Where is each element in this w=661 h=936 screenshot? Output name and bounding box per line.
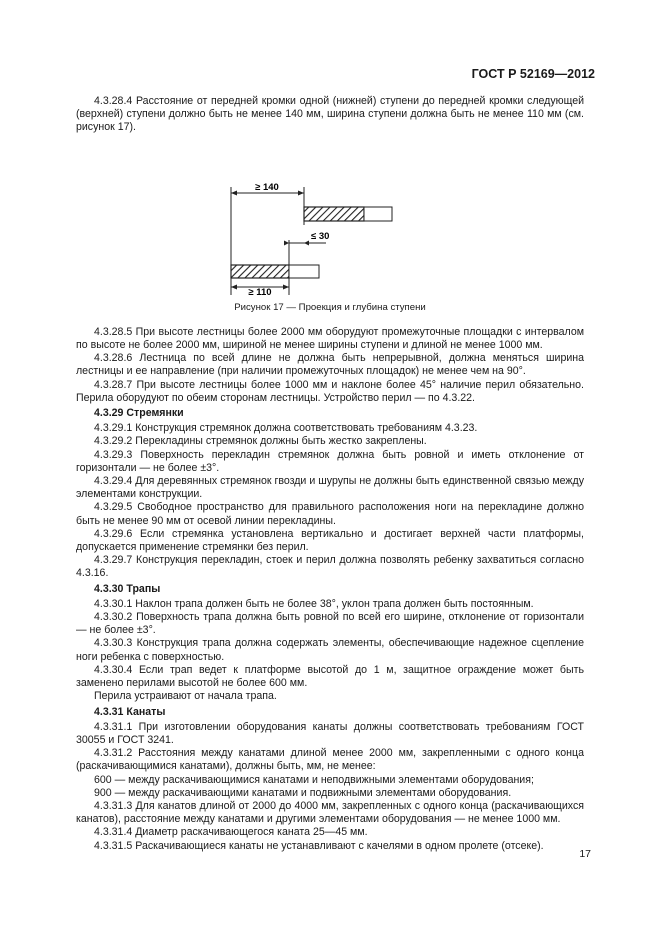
section-title-4-3-30: 4.3.30 Трапы — [94, 582, 161, 595]
page-content — [76, 95, 584, 853]
upper-step-hatched — [304, 207, 364, 221]
paragraphs-4-3-29 — [76, 422, 584, 580]
paragraph: 900 — между раскачивающими канатами и подвижными элементами оборудования. — [94, 786, 512, 799]
paragraph: 4.3.29.7 Конструкция перекладин, стоек и перил должна позволять ребенку захватиться согласно 4.3.16. — [76, 554, 584, 580]
paragraphs-4-3-28 — [76, 326, 584, 405]
figure-caption: Рисунок 17 — Проекция и глубина ступени — [234, 301, 426, 313]
paragraph: 4.3.29.3 Поверхность перекладин стремянок должна быть ровной и иметь отклонение от горизонтали — не более ±3°. — [76, 448, 584, 474]
paragraph: 4.3.31.2 Расстояния между канатами длиной менее 2000 мм, закрепленными с одного конца (раскачивающимися канатами), должны быть, мм, не менее: — [76, 747, 584, 773]
section-title-4-3-31: 4.3.31 Канаты — [94, 705, 166, 718]
section-title-4-3-29: 4.3.29 Стремянки — [94, 407, 184, 420]
lower-step-hatched — [231, 265, 289, 278]
paragraph: 4.3.28.4 Расстояние от передней кромки одной (нижней) ступени до передней кромки следующей (верхней) ступени должно быть не менее 140 мм, ширина ступени должна быть не менее 110 мм (см. рисунок 17). — [76, 95, 584, 134]
dimension-label-bottom: ≥ 110 — [248, 286, 272, 295]
paragraph: 4.3.31.5 Раскачивающиеся канаты не устанавливают с качелями в одном пролете (отсеке). — [94, 839, 544, 852]
lower-step-extension — [289, 265, 319, 278]
paragraph: Перила устраивают от начала трапа. — [94, 690, 277, 703]
paragraph: 4.3.28.5 При высоте лестницы более 2000 мм оборудуют промежуточные площадки с интервалом по высоте не более 2000 мм, шириной не менее ширины ступени и длиной не менее 1000 мм. — [76, 325, 584, 352]
paragraph: 4.3.31.1 При изготовлении оборудования канаты должны соответствовать требованиям ГОСТ 30055 и ГОСТ 3241. — [76, 720, 584, 746]
paragraph: 4.3.30.3 Конструкция трапа должна содержать элементы, обеспечивающие надежное сцепление ноги ребенка с поверхностью. — [76, 637, 584, 663]
paragraph: 4.3.28.7 При высоте лестницы более 1000 мм и наклоне более 45° наличие перил обязательно. Перила оборудуют по обеим сторонам лестницы. Устройство перил — по 4.3.22. — [76, 378, 584, 404]
paragraph: 4.3.30.4 Если трап ведет к платформе высотой до 1 м, защитное ограждение может быть заменено перилами высотой не более 600 мм. — [76, 663, 584, 690]
page-number: 17 — [579, 848, 591, 860]
paragraphs-4-3-30 — [76, 598, 584, 704]
paragraph: 4.3.29.1 Конструкция стремянок должна соответствовать требованиям 4.3.23. — [94, 422, 478, 435]
dimension-label-top: ≥ 140 — [255, 181, 279, 193]
paragraph: 4.3.29.5 Свободное пространство для правильного расположения ноги на перекладине должно быть не менее 90 мм от осевой линии перекладины. — [76, 501, 584, 527]
paragraph: 4.3.31.4 Диаметр раскачивающегося каната 25—45 мм. — [94, 826, 368, 839]
document-code: ГОСТ Р 52169—2012 — [471, 67, 595, 81]
figure-17 — [76, 135, 584, 295]
paragraph: 4.3.28.6 Лестница по всей длине не должна быть непрерывной, должна меняться ширина лестницы и ее направление (при наличии промежуточных площадок) не менее чем на 90°. — [76, 352, 584, 378]
paragraph: 600 — между раскачивающимися канатами и неподвижными элементами оборудования; — [94, 773, 534, 786]
paragraph: 4.3.31.3 Для канатов длиной от 2000 до 4000 мм, закрепленных с одного конца (раскачивающихся канатов), расстояние между канатами и другими элементами оборудования — не менее 1000 мм. — [76, 799, 584, 826]
paragraph: 4.3.30.2 Поверхность трапа должна быть ровной по всей его ширине, отклонение от горизонтали — не более ±3°. — [76, 611, 584, 637]
paragraphs-4-3-31 — [76, 721, 584, 853]
paragraph: 4.3.29.6 Если стремянка установлена вертикально и достигает верхней части платформы, допускается применение стремянки без перил. — [76, 527, 584, 554]
dimension-label-mid: ≤ 30 — [311, 230, 330, 242]
paragraph: 4.3.29.2 Перекладины стремянок должны быть жестко закреплены. — [94, 435, 427, 448]
upper-step-extension — [364, 207, 392, 221]
paragraph: 4.3.30.1 Наклон трапа должен быть не более 38°, уклон трапа должен быть постоянным. — [94, 597, 534, 610]
step-projection-diagram — [76, 135, 584, 295]
paragraph: 4.3.29.4 Для деревянных стремянок гвозди и шурупы не должны быть единственной связью между элементами конструкции. — [76, 475, 584, 501]
